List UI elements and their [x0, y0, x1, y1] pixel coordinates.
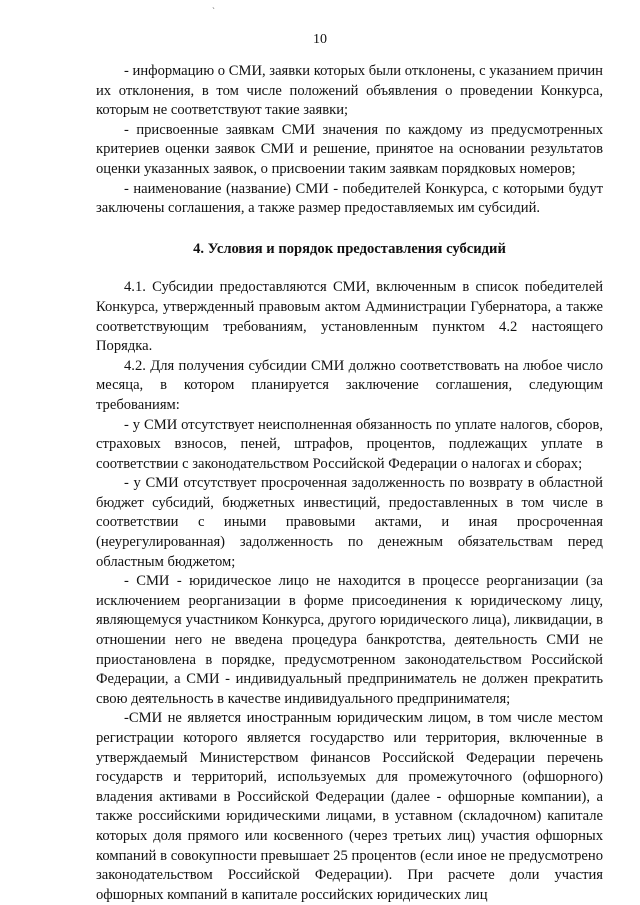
stray-mark: `	[212, 6, 215, 16]
page-number: 10	[313, 32, 327, 47]
paragraph-rejected-info: - информацию о СМИ, заявки которых были отклонены, с указанием причин их отклонения, в том числе положений объявления о проведении Конкурса, которым не соответствуют такие заявки;	[96, 63, 603, 119]
page-body	[96, 62, 603, 905]
paragraph-criteria-values: - присвоенные заявкам СМИ значения по каждому из предусмотренных критериев оценки заявок СМИ и решение, принятое на основании результатов оценки указанных заявок, о присвоении таким заявкам порядковых номеров;	[96, 121, 603, 177]
section-heading: 4. Условия и порядок предоставления субсидий	[193, 240, 506, 257]
paragraph-winners: - наименование (название) СМИ - победителей Конкурса, с которыми будут заключены соглашения, а также размер предоставляемых им субсидий.	[96, 180, 603, 217]
paragraph-taxes: - у СМИ отсутствует неисполненная обязанность по уплате налогов, сборов, страховых взносов, пеней, штрафов, процентов, подлежащих уплате в соответствии с законодательством Российской Федерации о налогах и сборах;	[96, 416, 603, 472]
paragraph-4-1: 4.1. Субсидии предоставляются СМИ, включенным в список победителей Конкурса, утвержденный правовым актом Администрации Губернатора, а также соответствующим требованиям, установленным пунктом 4.2 настоящего Порядка.	[96, 279, 603, 355]
paragraph-reorganization: - СМИ - юридическое лицо не находится в процессе реорганизации (за исключением реорганизации в форме присоединения к юридическому лицу, являющемуся участником Конкурса, другого юридического лица), ликвидации, в отношении него не введена процедура банкротства, деятельность СМИ не приостановлена в порядке, предусмотренном законодательством Российской Федерации, а СМИ - индивидуальный предприниматель не должен прекратить свою деятельность в качестве индивидуального предпринимателя;	[96, 573, 603, 707]
paragraph-offshore: -СМИ не является иностранным юридическим лицом, в том числе местом регистрации которого является государство или территория, включенные в утверждаемый Министерством финансов Российской Федерации перечень государств и территорий, используемых для промежуточного (офшорного) владения активами в Российской Федерации (далее - офшорные компании), а также российскими юридическими лицами, в уставном (складочном) капитале которых доля прямого или косвенного (через третьих лиц) участия офшорных компаний в совокупности превышает 25 процентов (если иное не предусмотрено законодательством Российской Федерации). При расчете доли участия офшорных компаний в капитале российских юридических лиц	[96, 710, 603, 903]
paragraph-debt: - у СМИ отсутствует просроченная задолженность по возврату в областной бюджет субсидий, бюджетных инвестиций, предоставленных в том числе в соответствии с иными правовыми актами, и иная просроченная (неурегулированная) задолженность по денежным обязательствам перед областным бюджетом;	[96, 475, 603, 570]
paragraph-4-2: 4.2. Для получения субсидии СМИ должно соответствовать на любое число месяца, в котором планируется заключение соглашения, следующим требованиям:	[96, 357, 603, 413]
